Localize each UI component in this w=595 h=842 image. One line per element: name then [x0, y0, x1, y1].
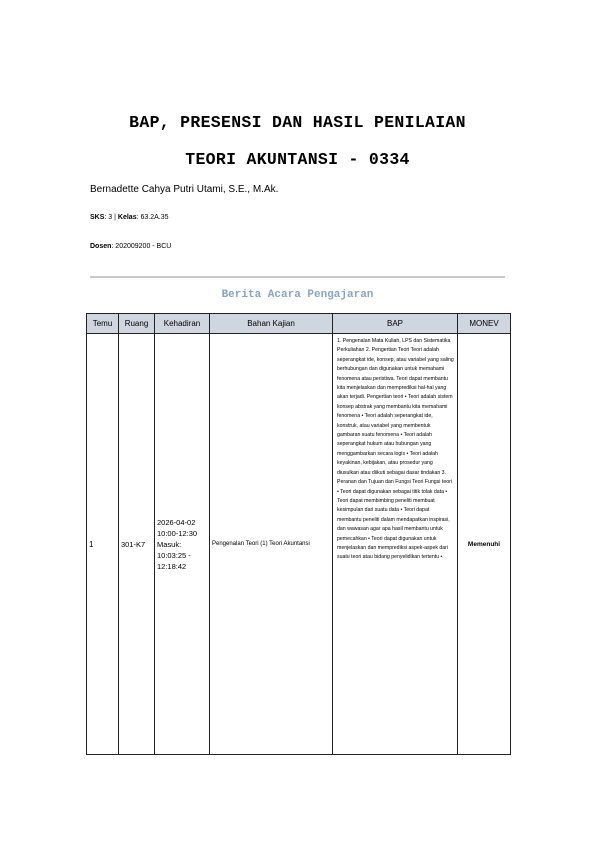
cell-kehadiran: 2026-04-02 10:00-12:30 Masuk: 10:03:25 - 12:18:42 [155, 334, 210, 755]
course-title: TEORI AKUNTANSI - 0334 [185, 150, 410, 169]
sks-value: : 3 | [104, 214, 116, 221]
dosen-value: : 202009200 - BCU [111, 243, 172, 250]
cell-monev: Memenuhi [458, 334, 511, 755]
document-title: BAP, PRESENSI DAN HASIL PENILAIAN [129, 113, 466, 132]
dosen-info [90, 243, 171, 250]
bap-table [86, 313, 511, 755]
column-header-temu: Temu [87, 314, 119, 334]
section-title: Berita Acara Pengajaran [221, 289, 374, 301]
column-header-ruang: Ruang [119, 314, 155, 334]
sks-label: SKS [90, 214, 105, 221]
cell-ruang: 301-K7 [119, 334, 155, 755]
divider [90, 276, 505, 278]
kelas-label: Kelas [117, 214, 137, 221]
column-header-kehadiran: Kehadiran [155, 314, 210, 334]
table-header-row [87, 314, 511, 334]
column-header-bap: BAP [333, 314, 458, 334]
dosen-label: Dosen [90, 243, 112, 250]
lecturer-name: Bernadette Cahya Putri Utami, S.E., M.Ak. [90, 184, 279, 195]
cell-bap [333, 334, 458, 755]
kelas-value: : 63.2A.35 [136, 214, 169, 221]
column-header-monev: MONEV [458, 314, 511, 334]
cell-temu: 1 [87, 334, 119, 755]
cell-bahan-kajian: Pengenalan Teori (1) Teori Akuntansi [210, 334, 333, 755]
course-meta [90, 214, 169, 221]
bap-text: 1. Pengenalan Mata Kuliah, LPS dan Sistematika Perkuliahan 2. Pengertian Teori Teori adalah seperangkat ide, konsep, atau variabel yang saling berhubungan dan digunakan untuk memahami fenomena atau peristiwa. Teori dapat membantu kita menjelaskan dan memprediksi hal-hal yang akan terjadi. Pengertian teori • Teori adalah sistem konsep abstrak yang membantu kita memahami fenomena • Teori adalah seperangkat ide, konstruk, atau variabel yang membentuk gambaran suatu fenomena • Teori adalah seperangkat hukum atau hubungan yang menggambarkan secara logis • Teori adalah keyakinan, kebijakan, atau prosedur yang diusulkan atau diikuti sebagai dasar tindakan 3. Peranan dan Tujuan dan Fungsi Teori Fungsi teori • Teori dapat digunakan sebagai titik tolak data • Teori dapat membimbing peneliti membuat kesimpulan dari suatu data • Teori dapat membantu peneliti dalam mendapatkan inspirasi, dan wawasan agar apa hasil membantu untuk pemecahkan • Teori dapat digunakan untuk menjelaskan dan memprediksi aspek-aspek dari suatu teori atau bidang penyelidikan tertentu • [337, 338, 454, 561]
table-row [87, 334, 511, 755]
column-header-bahan-kajian: Bahan Kajian [210, 314, 333, 334]
